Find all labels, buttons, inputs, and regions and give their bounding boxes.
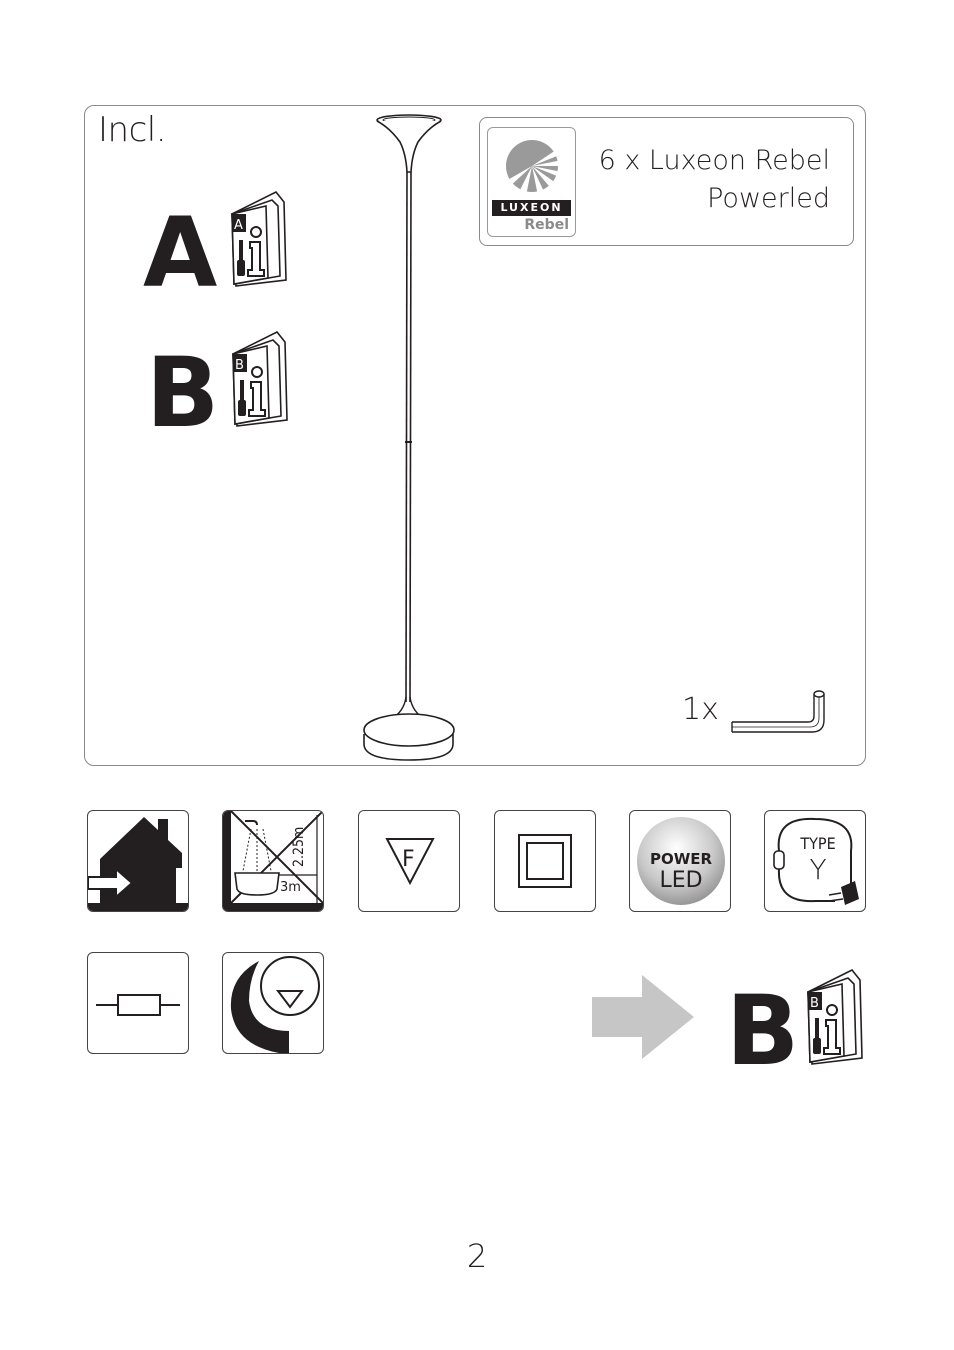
allen-key-icon xyxy=(728,688,828,738)
arrow-right-icon xyxy=(592,975,696,1059)
luxeon-rebel-logo xyxy=(487,127,576,237)
manual-b-letter: B xyxy=(146,337,217,449)
fuse-symbol xyxy=(87,952,189,1054)
floor-lamp-illustration xyxy=(360,112,460,764)
cable-type-symbol xyxy=(764,810,866,912)
luxeon-burst-icon xyxy=(502,136,562,196)
allen-key-count: 1x xyxy=(682,692,719,727)
power-led-bottom: LED xyxy=(659,868,703,893)
led-spec-line1: 6 x Luxeon Rebel xyxy=(598,145,830,176)
bathroom-distance-label: 3m xyxy=(280,880,301,895)
manual-book-icon xyxy=(229,330,289,428)
f-mark-icon xyxy=(359,811,459,911)
fuse-icon xyxy=(88,953,188,1053)
f-mark-label: F xyxy=(402,847,415,872)
manual-book-icon xyxy=(228,190,288,288)
f-mark-symbol xyxy=(358,810,460,912)
indoor-use-icon xyxy=(88,811,188,911)
class-ii-icon xyxy=(495,811,595,911)
power-led-top: POWER xyxy=(649,850,713,868)
power-led-symbol xyxy=(629,810,731,912)
manual-a-tab: A xyxy=(234,218,243,233)
dimmer-symbol xyxy=(222,952,324,1054)
bathroom-zone-symbol xyxy=(222,810,324,912)
indoor-use-symbol xyxy=(87,810,189,912)
included-title: Incl. xyxy=(98,110,167,150)
cable-type-letter: Y xyxy=(809,853,827,886)
see-manual-tab: B xyxy=(810,996,819,1011)
dimmer-icon xyxy=(223,953,323,1053)
luxeon-wordmark: LUXEON xyxy=(492,200,571,216)
manual-book-icon xyxy=(804,968,864,1066)
manual-b-tab: B xyxy=(235,358,244,373)
class-ii-symbol xyxy=(494,810,596,912)
type-y-cable-icon xyxy=(765,811,865,911)
cable-type-label: TYPE xyxy=(800,834,836,853)
led-spec-line2: Powerled xyxy=(707,183,830,214)
power-led-icon xyxy=(630,811,730,911)
luxeon-sub-wordmark: Rebel xyxy=(524,217,569,233)
led-spec-text xyxy=(599,142,830,218)
bathroom-zone-icon xyxy=(223,811,323,911)
see-manual-letter: B xyxy=(726,975,797,1087)
manual-a-letter: A xyxy=(143,197,215,309)
bathroom-height-label: 2.25m xyxy=(291,826,307,867)
page-number: 2 xyxy=(466,1237,488,1275)
